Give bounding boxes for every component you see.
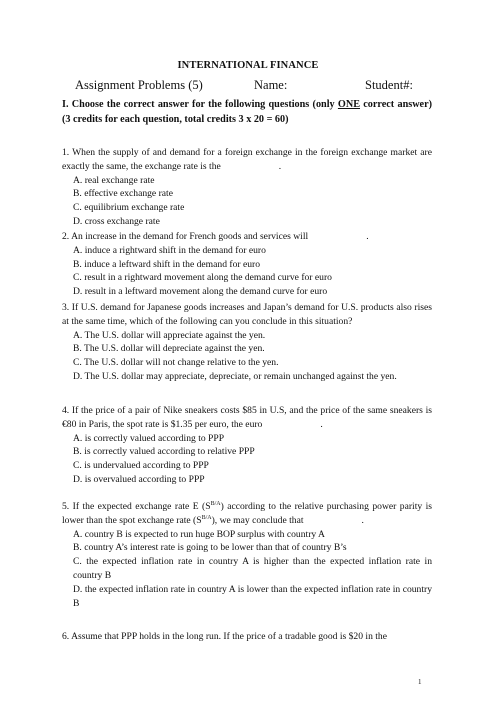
question-3-option-d: D. The U.S. dollar may appreciate, depreciate, or remain unchanged against the yen. [73,370,397,382]
document-title: INTERNATIONAL FINANCE [177,60,319,71]
question-3 [62,301,432,384]
assignment-label: Assignment Problems (5) [75,78,203,92]
question-3-option-b: B. The U.S. dollar will depreciate against the yen. [73,343,265,355]
section-instructions [62,97,432,127]
page-number: 1 [418,678,422,686]
question-2-text: 2. An increase in the demand for French goods and services will [62,231,309,242]
student-number-label: Student#: [365,78,413,92]
question-5-text-a: 5. If the expected exchange rate E (S [62,501,211,512]
question-4-option-a: A. is correctly valued according to PPP [73,432,225,444]
question-2-end: . [366,231,369,242]
question-2-option-a: A. induce a rightward shift in the demand for euro [73,244,266,256]
section-text-post: correct answer) (3 credits for each question, total credits 3 x 20 = 60) [62,99,432,125]
question-4-option-c: C. is undervalued according to PPP [73,460,209,472]
question-1-option-b: B. effective exchange rate [73,188,173,200]
section-emphasis: ONE [337,99,360,110]
question-4-text: 4. If the price of a pair of Nike sneakers costs $85 in U.S, and the price of the same sneakers is €80 in Paris, the spot rate is $1.35 per euro, the euro [62,405,432,430]
question-3-stem: 3. If U.S. demand for Japanese goods increases and Japan’s demand for U.S. products also rises at the same time, which of the following can you conclude in this situation? [62,302,432,327]
question-5-end: . [361,514,364,526]
question-1-option-d: D. cross exchange rate [73,215,160,227]
question-1 [62,146,432,229]
question-5-option-a: A. country B is expected to run huge BOP surplus with country A [73,528,325,540]
question-1-option-c: C. equilibrium exchange rate [73,202,185,214]
question-3-option-a: A. The U.S. dollar will appreciate against the yen. [73,329,266,341]
question-5-option-b: B. country A’s interest rate is going to be lower than that of country B’s [73,542,347,554]
question-2-option-b: B. induce a leftward shift in the demand for euro [73,258,261,270]
question-2 [62,230,432,299]
superscript-b-over-a: B/A [201,514,212,521]
question-1-stem [62,146,432,174]
question-5-option-d: D. the expected inflation rate in country A is lower than the expected inflation rate in country B [73,583,432,609]
question-4 [62,404,432,487]
name-label: Name: [254,78,288,92]
question-5-text-b: ) according to the relative purchasing power parity is lower than the spot exchange rate (S [62,501,433,526]
question-5-stem [62,500,432,528]
question-5-option-c: C. the expected inflation rate in country A is higher than the expected inflation rate in country B [73,556,432,581]
section-text-pre: I. Choose the correct answer for the following questions (only [62,99,338,110]
question-4-option-b: B. is correctly valued according to relative PPP [73,446,255,458]
question-1-end: . [278,160,282,172]
question-5-text-c: ), we may conclude that [211,514,304,526]
question-1-option-a: A. real exchange rate [73,174,155,186]
question-2-stem [62,230,432,244]
question-6-stem: 6. Assume that PPP holds in the long run. If the price of a tradable good is $20 in the [62,631,387,642]
question-5 [62,500,432,610]
question-2-option-c: C. result in a rightward movement along the demand curve for euro [73,272,332,284]
superscript-b-over-a: B/A [210,501,221,507]
question-4-stem [62,404,432,432]
question-4-end: . [320,418,323,430]
question-3-option-c: C. The U.S. dollar will not change relative to the yen. [73,357,279,369]
question-1-text: 1. When the supply of and demand for a foreign exchange in the foreign exchange market are exactly the same, the exchange rate is the [62,147,432,172]
question-2-option-d: D. result in a leftward movement along the demand curve for euro [73,286,328,298]
question-6 [62,630,432,644]
question-4-option-d: D. is overvalued according to PPP [73,473,205,485]
